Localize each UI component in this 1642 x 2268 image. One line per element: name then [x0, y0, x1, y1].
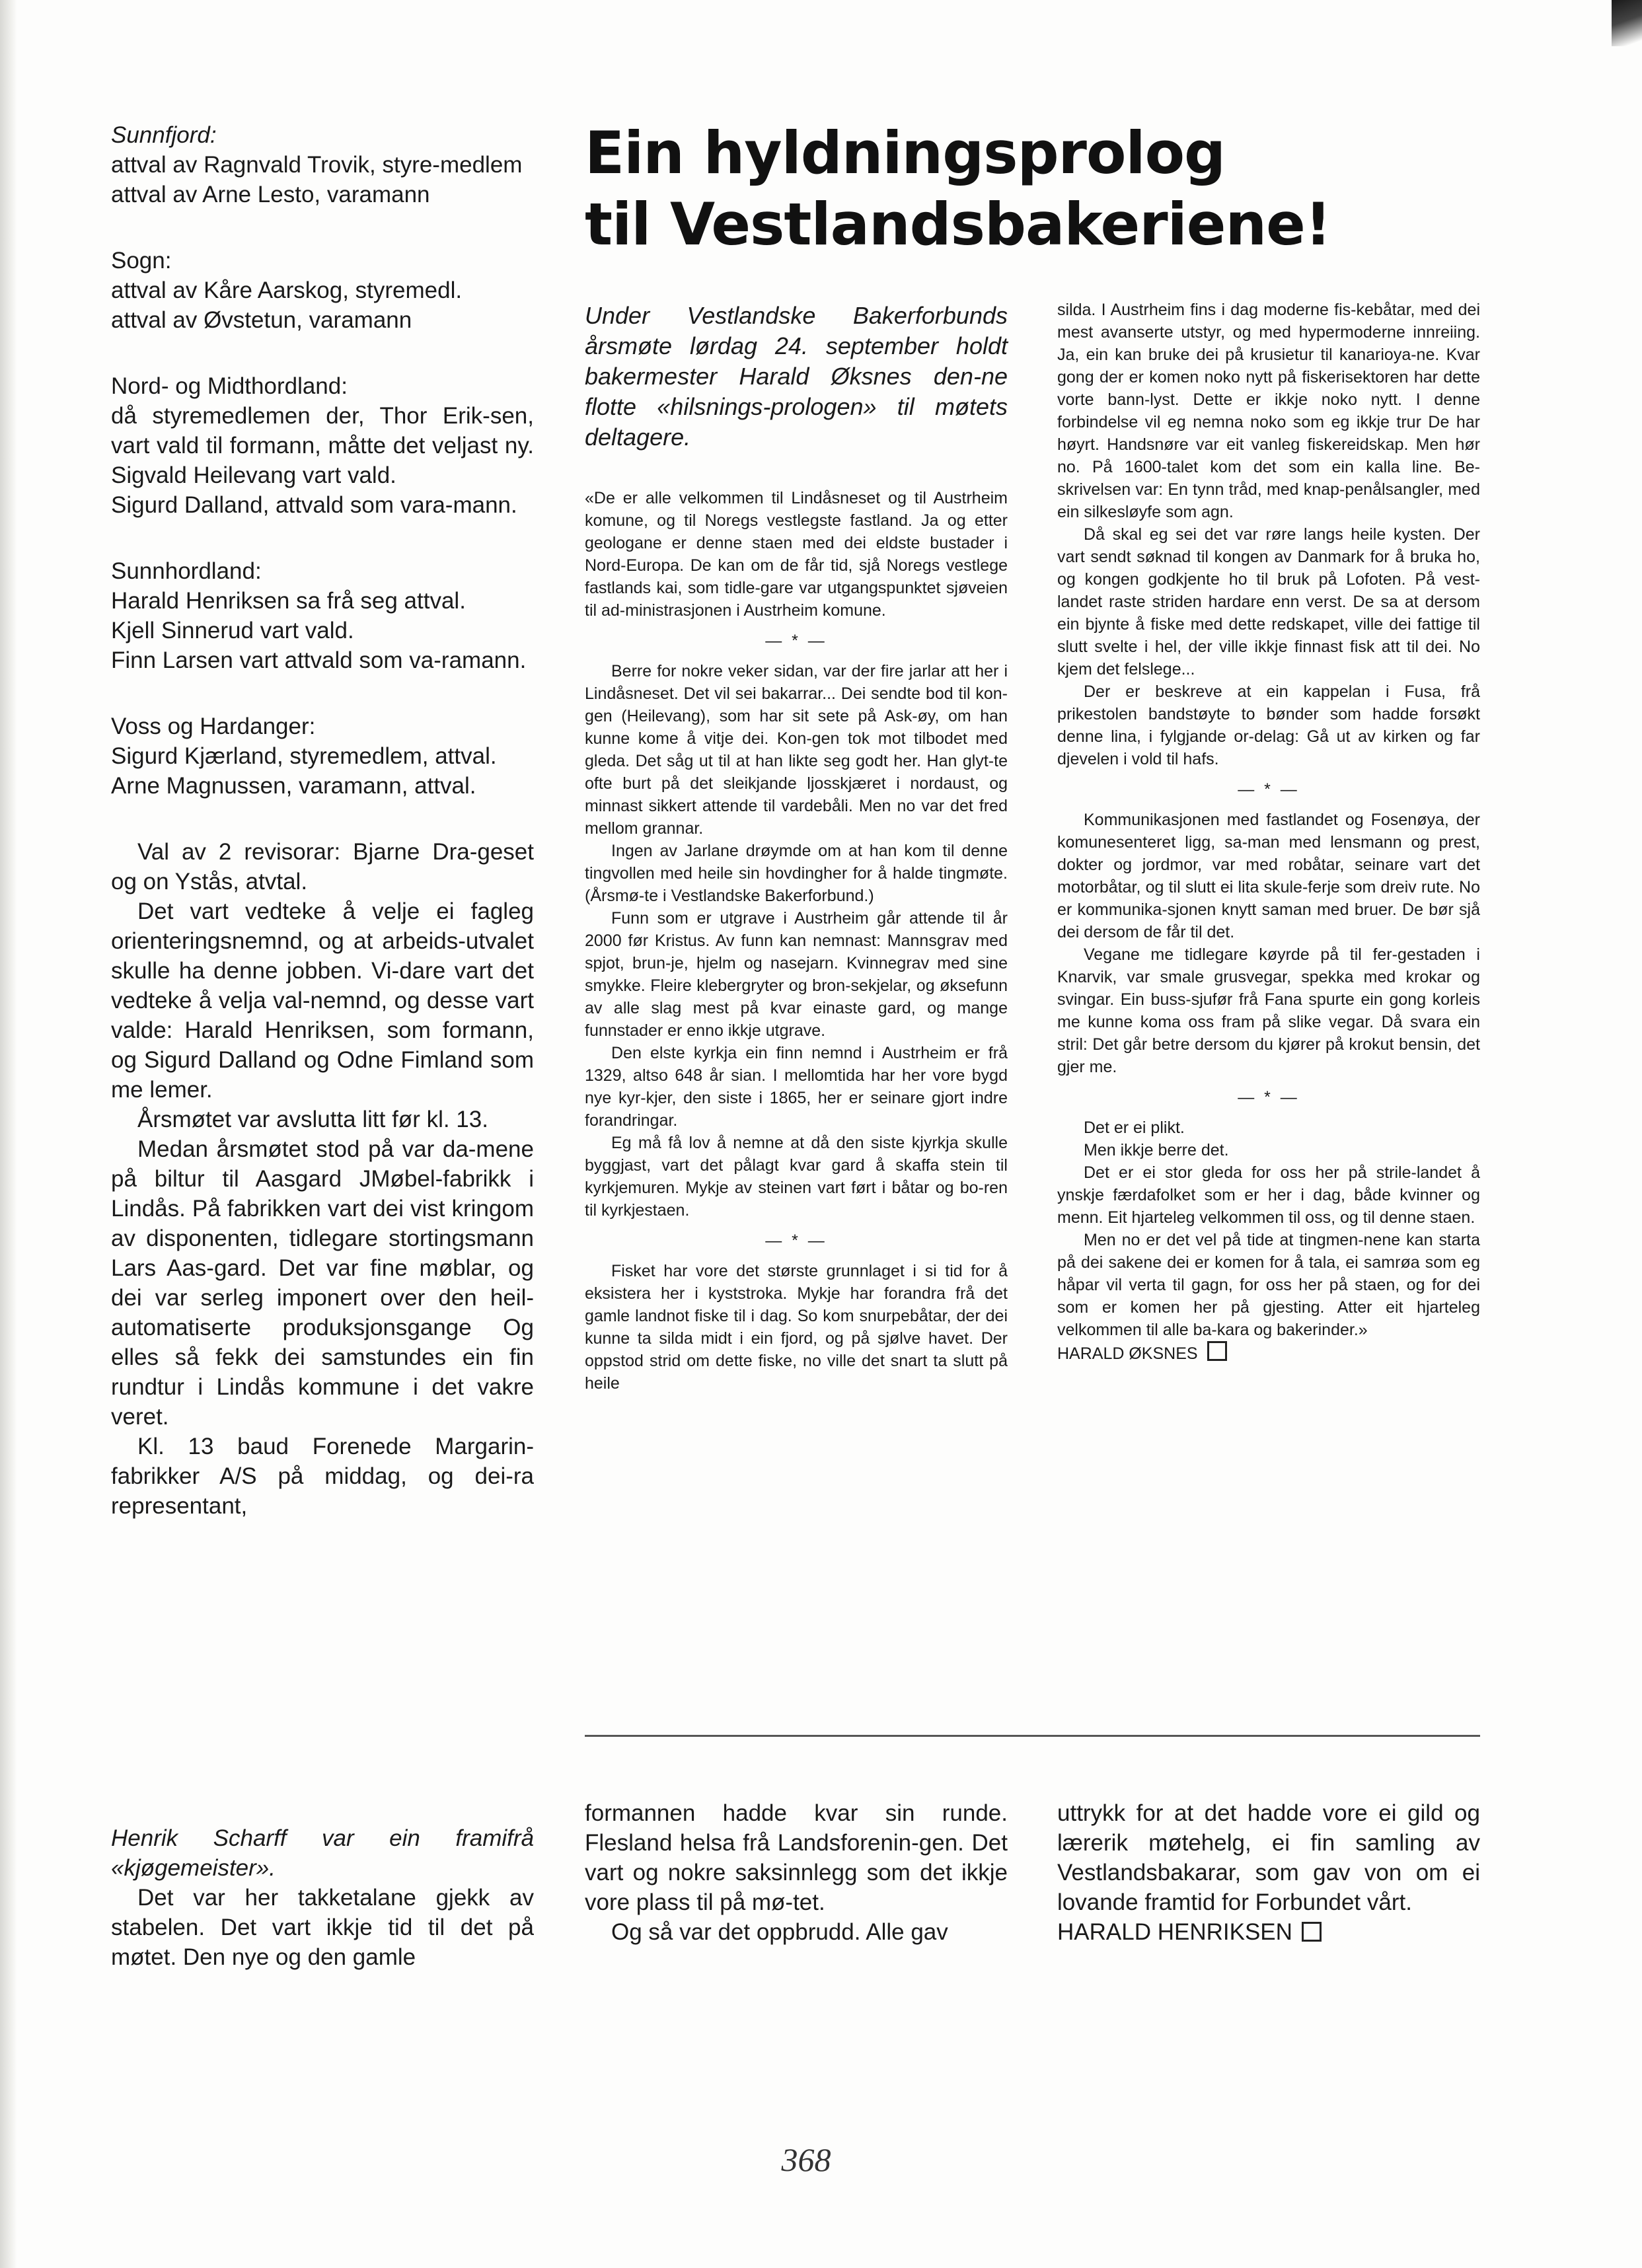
region-line: attval av Øvstetun, varamann [111, 307, 412, 333]
body-paragraph: Det var her takketalane gjekk av stabelen. Det vart ikkje tid til det på møtet. Den nye og den gamle [111, 1885, 534, 1970]
bottom-left-column [111, 1823, 534, 1972]
body-paragraph: Medan årsmøtet stod på var da-mene på biltur til Aasgard JMøbel-fabrikk i Lindås. På fabrikken vart dei vist kringom av disponenten, tidlegare stortingsmann Lars Aas-gard. Det var fine møblar, og dei var serleg imponert over den heil-automatiserte produksjonsgange Og elles så fekk dei samstundes ein fin rundtur i Lindås kommune i det vakre veret. [111, 1136, 534, 1430]
article-paragraph: Vegane me tidlegare køyrde på til fer-gestaden i Knarvik, var smale grusvegar, spekka med krokar og svingar. Ein buss-sjufør frå Fana spurte ein gong korleis me kunne koma oss fram på slike vegar. Då svara ein stril: Det går betre dersom du kjører på krokut bensin, det gjer me. [1057, 945, 1480, 1076]
region-line: Harald Henriksen sa frå seg attval. [111, 588, 466, 614]
region-heading-voss: Voss og Hardanger: [111, 713, 316, 739]
body-paragraph: Årsmøtet var avslutta litt før kl. 13. [137, 1107, 488, 1132]
article-paragraph: silda. I Austrheim fins i dag moderne fis-kebåtar, med dei mest avanserte utstyr, og med hypermoderne innreiing. Ja, ein kan bruke dei på krusietur til kanarioya-ne. Kvar gong der er komen noko nytt på fiskerisektoren har dette vorte bann-lyst. Dette er ikkje noko nytt. I denne forbindelse vil eg nemna noko som eg ikkje trur De har høyrt. Handsnøre var eit vanleg fiskereidskap. Men hør no. På 1600-talet kom det som ein kalla line. Be-skrivelsen var: En tynn tråd, med knap-penålsangler, med ein silkesløyfe som agn. [1057, 301, 1480, 521]
article-body-1 [585, 487, 1008, 1395]
left-column [111, 120, 534, 1521]
end-square-icon [1302, 1922, 1322, 1942]
bottom-middle-column [585, 1798, 1008, 1947]
body-paragraph: uttrykk for at det hadde vore ei gild og lærerik møtehelg, ei fin samling av Vestlandsbakarar, som gav von om ei lovande framtid for Forbundet vårt. [1057, 1800, 1480, 1915]
region-line: attval av Ragnvald Trovik, styre-medlem [111, 152, 523, 178]
article-paragraph: Den elste kyrkja ein finn nemnd i Austrheim er frå 1329, altso 648 år sian. I mellomtida har her vore bygd nye kyr-kjer, den siste i 1865, her er seinare gjort indre forandringar. [585, 1044, 1008, 1130]
section-divider: — * — [765, 1231, 827, 1250]
article-paragraph: Men no er det vel på tide at tingmen-nene kan starta på dei sakene dei er komen for å tala, ei samrøa som eg håpar vil verta til gagn, for oss her på staen, og for dei som er komen her på gjesting. Atter eit hjarteleg velkommen til alle ba-kara og bakerinder.» [1057, 1231, 1480, 1339]
body-paragraph: formannen hadde kvar sin runde. Flesland helsa frå Landsforenin-gen. Det vart og nokre saksinnlegg som det ikkje vore plass til på mø-tet. [585, 1800, 1008, 1915]
article-paragraph: Berre for nokre veker sidan, var der fire jarlar att her i Lindåsneset. Det vil sei bakarrar... Dei sendte bod til kon-gen (Heilevang), som har sit sete på Ask-øy, om han kunne kome å vitje dei. Kon-gen tok mot tilbodet med gleda. Det såg ut til at han likte seg godt her. Han glyt-te ofte burt på det sleikjande ljosskjæret i nordaust, og minnast sikkert attende til vardebåli. Men no var det fred mellom grannar. [585, 662, 1008, 838]
page-corner-mark [1612, 0, 1642, 46]
article-signature [1057, 1341, 1480, 1365]
section-divider: — * — [1238, 780, 1300, 799]
region-heading-nordhordland: Nord- og Midthordland: [111, 373, 348, 399]
article-lead [585, 301, 1008, 453]
title-line: til Vestlandsbakeriene! [585, 190, 1331, 258]
region-heading-sogn: Sogn: [111, 248, 172, 274]
page-edge-shadow [0, 0, 17, 2268]
report-signature [1057, 1917, 1480, 1947]
body-paragraph: Og så var det oppbrudd. Alle gav [611, 1919, 948, 1945]
body-paragraph: Det vart vedteke å velje ei fagleg orienteringsnemnd, og at arbeids-utvalet skulle ha denne jobben. Vi-dare vart det vedteke å velja val-nemnd, og desse vart valde: Harald Henriksen, som formann, og Sigurd Dalland og Odne Fimland som me lemer. [111, 898, 534, 1103]
article-paragraph: Det er ei plikt. [1084, 1118, 1185, 1137]
section-divider: — * — [765, 632, 827, 650]
region-heading-sunnfjord: Sunnfjord: [111, 122, 217, 148]
article-paragraph: Fisket har vore det største grunnlaget i si tid for å eksistera her i kyststroka. Mykje har forandra frå det gamle landnot fiske til i dag. So kom snurpebåtar, der dei kunne ta silda midt i ein fjord, og på sjølve havet. Der oppstod strid om dette fiske, no ville det snart ta slutt på heile [585, 1262, 1008, 1393]
article-column-1 [585, 301, 1008, 1395]
lead-text: Under Vestlandske Bakerforbunds årsmøte lørdag 24. september holdt bakermester Harald Øksnes den-ne flotte «hilsnings-prologen» til møtets deltagere. [585, 302, 1008, 451]
region-line: attval av Kåre Aarskog, styremedl. [111, 277, 463, 303]
region-line: Kjell Sinnerud vart vald. [111, 618, 354, 643]
body-paragraph: Val av 2 revisorar: Bjarne Dra-geset og on Ystås, atvtal. [111, 839, 534, 895]
section-divider: — * — [1238, 1088, 1300, 1107]
article-column-2 [1057, 299, 1480, 1365]
title-line: Ein hyldningsprolog [585, 119, 1226, 187]
signature-text: HARALD ØKSNES [1057, 1344, 1198, 1363]
region-line: då styremedlemen der, Thor Erik-sen, vart vald til formann, måtte det veljast ny. Sigvald Heilevang vart vald. [111, 403, 534, 488]
article-paragraph: Det er ei stor gleda for oss her på strile-landet å ynskje færdafolket som er her i dag, både kvinner og menn. Eit hjarteleg velkommen til oss, og til denne staen. [1057, 1163, 1480, 1227]
bottom-right-column [1057, 1798, 1480, 1947]
region-line: Arne Magnussen, varamann, attval. [111, 773, 476, 799]
article-paragraph: Då skal eg sei det var røre langs heile kysten. Der vart sendt søknad til kongen av Danmark for å bruka ho, og kongen godkjente ho til bruk på Lofoten. På vest-landet raste striden hardare enn verst. De sa at dersom ein bjynte å fiske med dette redskapet, ville dei fattige til slutt svelte i hel, der ville ikkje finnast fisk att til dei. No kjem det felslege... [1057, 525, 1480, 678]
signature-text: HARALD HENRIKSEN [1057, 1919, 1292, 1945]
region-line: Sigurd Kjærland, styremedlem, attval. [111, 743, 497, 769]
body-paragraph: Kl. 13 baud Forenede Margarin-fabrikker A/S på middag, og dei-ra representant, [111, 1434, 534, 1519]
article-paragraph: Eg må få lov å nemne at då den siste kjyrkja skulle byggjast, vart det pålagt kvar gard å skaffa stein til kyrkjemuren. Mykje av steinen vart ført i båtar og bo-ren til kyrkjestaen. [585, 1134, 1008, 1220]
article-title [585, 118, 1444, 260]
region-line: Finn Larsen vart attvald som va-ramann. [111, 647, 527, 673]
article-paragraph: Men ikkje berre det. [1084, 1141, 1229, 1159]
article-paragraph: Der er beskreve at ein kappelan i Fusa, frå prikestolen bandstøyte to bønder som hadde forsøkt denne lina, i fylgjande or-delag: Gå ut av kirken og far djevelen i vold til hafs. [1057, 682, 1480, 768]
end-square-icon [1207, 1341, 1227, 1361]
article-paragraph: «De er alle velkommen til Lindåsneset og til Austrheim komune, og til Noregs vestlegste fastland. Ja og etter geologane er denne staen med dei eldste bustader i Nord-Europa. De kan om de får tid, sjå Noregs vestlege fastlands kai, som tidle-gare var utgangspunktet sjøveien til ad-ministrasjonen i Austrheim komune. [585, 489, 1008, 620]
horizontal-rule [585, 1735, 1480, 1737]
article-paragraph: Kommunikasjonen med fastlandet og Fosenøya, der komunesenteret ligg, sa-man med lensmann og prest, dokter og jordmor, var med robåtar, seinare vart det motorbåtar, og til slutt ei lita skule-ferje som dreiv rute. No er kommunika-sjonen knytt saman med bruer. De bør sjå dei dersom de får til det. [1057, 811, 1480, 941]
article-paragraph: Ingen av Jarlane drøymde om at han kom til denne tingvollen med heile sin hovdingher for å halde tingmøte. (Årsmø-te i Vestlandske Bakerforbund.) [585, 842, 1008, 905]
region-heading-sunnhordland: Sunnhordland: [111, 558, 262, 584]
article-paragraph: Funn som er utgrave i Austrheim går attende til år 2000 før Kristus. Av funn kan nemnast: Mannsgrav med spjot, brun-je, hjelm og nasejarn. Kvinnegrav med sine smykke. Fleire klebergryter og bron-sekjelar, og øksefunn av alle slag mest på kvar einaste gard, og mange funnstader er enno ikkje utgrave. [585, 909, 1008, 1040]
page-number: 368 [781, 2141, 831, 2178]
italic-subheading: Henrik Scharff var ein framifrå «kjøgemeister». [111, 1825, 534, 1881]
region-line: Sigurd Dalland, attvald som vara-mann. [111, 492, 517, 518]
region-line: attval av Arne Lesto, varamann [111, 182, 430, 207]
